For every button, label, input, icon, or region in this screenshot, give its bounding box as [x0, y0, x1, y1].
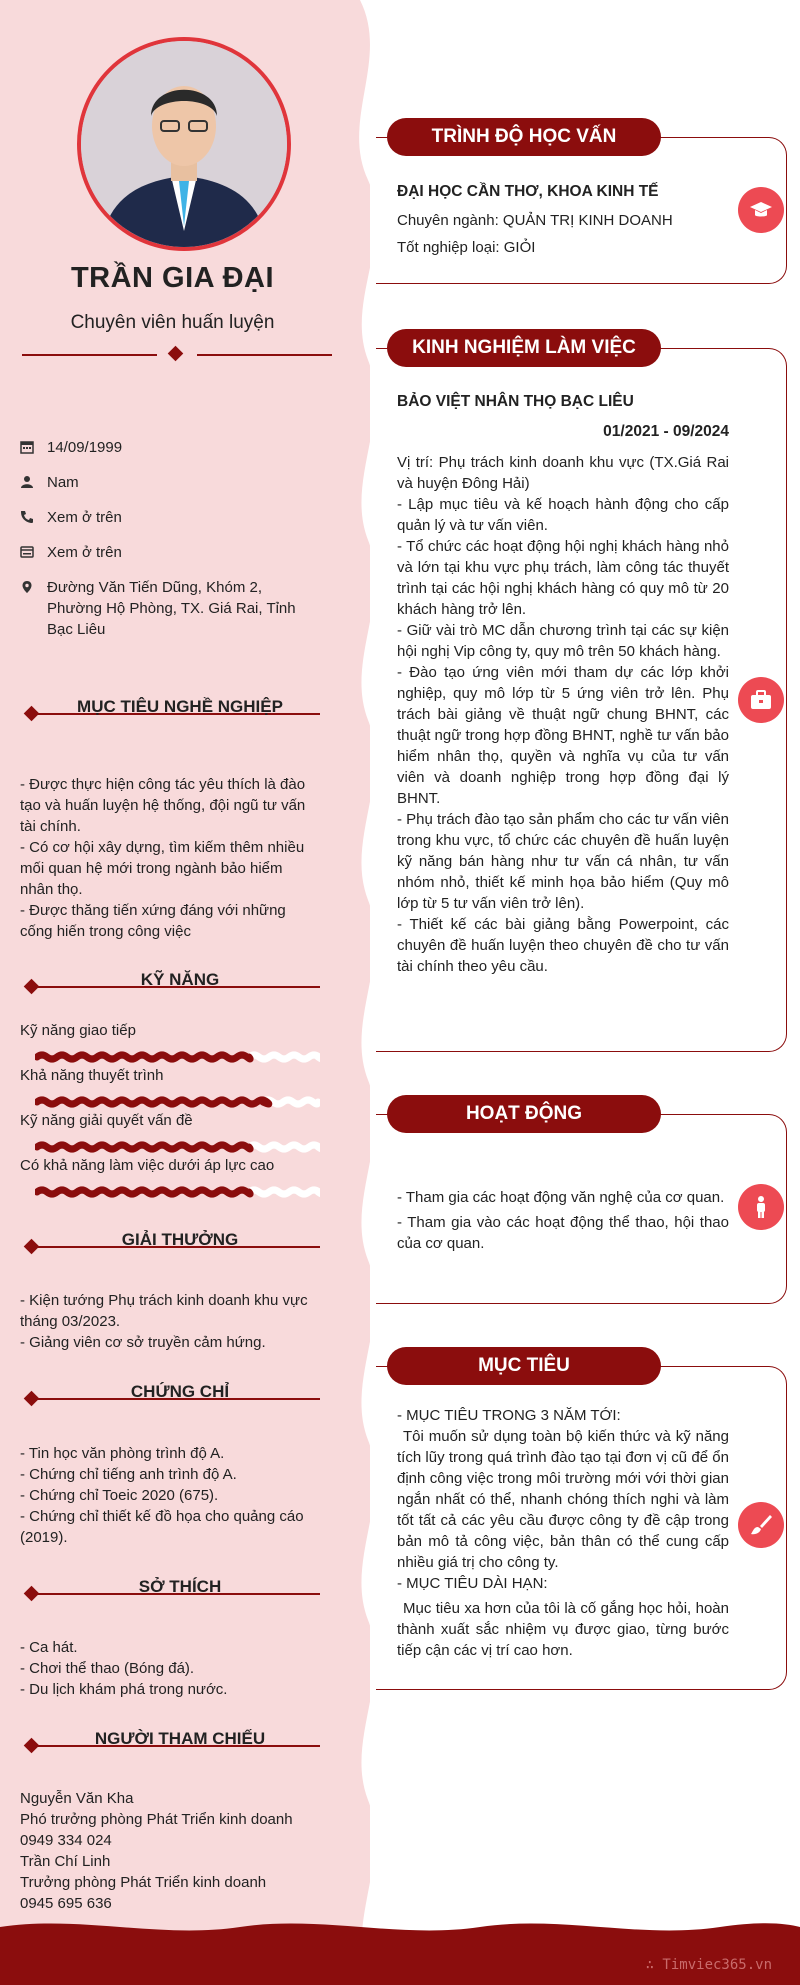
experience-details: [397, 452, 729, 977]
name-divider: [22, 347, 332, 363]
certificates-text: [20, 1443, 320, 1548]
skill-bar-fill: [37, 1190, 250, 1194]
reference-line: Nguyễn Văn Kha: [20, 1790, 134, 1807]
skill-bar-fill: [37, 1145, 250, 1149]
award-line: - Kiện tướng Phụ trách kinh doanh khu vực tháng 03/2023.: [20, 1292, 308, 1330]
reference-line: Phó trưởng phòng Phát Triển kinh doanh: [20, 1811, 293, 1828]
skill-label: Kỹ năng giải quyết vấn đề: [20, 1112, 193, 1129]
skill-bar-track: [249, 1055, 320, 1059]
paint-brush-icon: [749, 1513, 773, 1537]
education-school: ĐẠI HỌC CẦN THƠ, KHOA KINH TẾ: [397, 183, 659, 200]
reference-line: Trưởng phòng Phát Triển kinh doanh: [20, 1874, 267, 1891]
skills-title: KỸ NĂNG: [140, 970, 220, 989]
profile-avatar: [77, 37, 291, 251]
profile-role: Chuyên viên huấn luyện: [70, 312, 275, 333]
experience-line: - Tổ chức các hoạt động hội nghị khách hàng nhỏ và lớn tại khu vực phụ trách, làm công tác thuyết trình tại các hội nghị khách hàng có quy mô từ 20 khách hàng trở lên.: [397, 538, 729, 618]
hobbies-text: [20, 1637, 320, 1700]
skill-label: Có khả năng làm việc dưới áp lực cao: [20, 1157, 275, 1174]
objectives-icon-badge: [738, 1502, 784, 1548]
experience-period: 01/2021 - 09/2024: [603, 423, 729, 440]
experience-line: Vị trí: Phụ trách kinh doanh khu vực (TX.Giá Rai và huyện Đông Hải): [397, 454, 729, 492]
experience-line: - Lập mục tiêu và kế hoạch hành động cho cấp quản lý và tư vấn viên.: [397, 496, 729, 534]
activities-icon-badge: [738, 1184, 784, 1230]
references-title: NGƯỜI THAM CHIẾU: [94, 1729, 266, 1748]
certificate-line: - Chứng chỉ tiếng anh trình độ A.: [20, 1466, 237, 1483]
experience-title: KINH NGHIỆM LÀM VIỆC: [387, 329, 661, 367]
certificate-line: - Tin học văn phòng trình độ A.: [20, 1445, 225, 1462]
awards-title: GIẢI THƯỞNG: [121, 1230, 239, 1249]
skill-bar: [35, 1050, 320, 1064]
skill-bar: [35, 1185, 320, 1199]
email-icon: [20, 545, 34, 559]
objective-line: - MỤC TIÊU DÀI HẠN:: [397, 1575, 548, 1592]
experience-line: - Giữ vài trò MC dẫn chương trình tại các sự kiện hội nghị Vip công ty, quy mô trên 50 khách hàng.: [397, 622, 729, 660]
skill-label: Kỹ năng giao tiếp: [20, 1022, 136, 1039]
career-goal-line: - Có cơ hội xây dựng, tìm kiếm thêm nhiều mối quan hệ mới trong ngành bảo hiểm nhân thọ.: [20, 839, 305, 898]
skill-bar-track: [249, 1190, 320, 1194]
skill-bar-fill: [37, 1055, 250, 1059]
hobbies-title: SỞ THÍCH: [138, 1577, 222, 1596]
education-title: TRÌNH ĐỘ HỌC VẤN: [387, 118, 661, 156]
experience-line: - Phụ trách đào tạo sản phẩm cho các tư vấn viên trong khu vực, tổ chức các chuyên đề huấn luyện kỹ năng bán hàng như tư vấn cá nhân, tư vấn nhóm nhỏ, thiết kế minh họa bảo hiểm (Quy mô lớp từ 5 tư vấn viên trở lên).: [397, 811, 729, 912]
certificates-heading: [20, 1382, 320, 1406]
experience-line: - Thiết kế các bài giảng bằng Powerpoint, các chuyên đề huấn luyện theo chuyên đề cho tư vấn tài chính theo yêu cầu.: [397, 916, 729, 975]
watermark-label: Timviec365.vn: [662, 1957, 772, 1973]
references-text: [20, 1788, 320, 1914]
person-photo-icon: [81, 41, 287, 247]
email-value: Xem ở trên: [47, 544, 122, 561]
person-activity-icon: [749, 1195, 773, 1219]
phone-icon: [20, 510, 34, 524]
objectives-text: [397, 1405, 729, 1661]
career-goal-text: [20, 774, 320, 942]
profile-name: TRẦN GIA ĐẠI: [70, 262, 275, 294]
activity-line: - Tham gia các hoạt động văn nghệ của cơ quan.: [397, 1189, 725, 1206]
skill-bar-fill: [37, 1100, 269, 1104]
experience-line: - Đào tạo ứng viên mới tham dự các lớp khởi nghiệp, quy mô lớp từ 5 ứng viên trở lên. Phụ trách bài giảng về thuật ngữ chung BHNT, các thuật ngữ trong hợp đồng BHNT, nghề tư vấn bảo hiểm nhân thọ, quyền và nghĩa vụ của tư vấn viên và doanh nghiệp trong hợp đồng đại lý BHNT.: [397, 664, 729, 807]
objectives-title: MỤC TIÊU: [387, 1347, 661, 1385]
graduation-cap-icon: [749, 198, 773, 222]
awards-heading: [20, 1230, 320, 1254]
awards-text: [20, 1290, 320, 1353]
activities-text: [397, 1187, 729, 1254]
footer-wave: [0, 1915, 800, 1985]
hobby-line: - Ca hát.: [20, 1639, 78, 1656]
skill-bar: [35, 1140, 320, 1154]
location-pin-icon: [20, 580, 34, 594]
career-goal-heading: [20, 697, 320, 721]
briefcase-icon: [749, 688, 773, 712]
certificate-line: - Chứng chỉ Toeic 2020 (675).: [20, 1487, 219, 1504]
experience-icon-badge: [738, 677, 784, 723]
objective-line: - MỤC TIÊU TRONG 3 NĂM TỚI:: [397, 1407, 621, 1424]
certificate-line: - Chứng chỉ thiết kế đồ họa cho quảng cáo (2019).: [20, 1508, 304, 1546]
skill-label: Khả năng thuyết trình: [20, 1067, 164, 1084]
watermark-text: ∴ Timviec365.vn: [645, 1957, 772, 1973]
skill-bar: [35, 1095, 320, 1109]
address-value: Đường Văn Tiến Dũng, Khóm 2, Phường Hộ Phòng, TX. Giá Rai, Tỉnh Bạc Liêu: [47, 579, 296, 638]
reference-line: 0949 334 024: [20, 1832, 112, 1849]
skill-bar-track: [249, 1145, 320, 1149]
activity-line: - Tham gia vào các hoạt động thể thao, hội thao của cơ quan.: [397, 1214, 729, 1252]
career-goal-title: MỤC TIÊU NGHỀ NGHIỆP: [77, 697, 283, 716]
career-goal-line: - Được thực hiện công tác yêu thích là đào tạo và huấn luyện hệ thống, đội ngũ tư vấn tài chính.: [20, 776, 306, 835]
reference-line: Trần Chí Linh: [20, 1853, 111, 1870]
career-goal-line: - Được thăng tiến xứng đáng với những cống hiến trong công việc: [20, 902, 286, 940]
education-grade: Tốt nghiệp loại: GIỎI: [397, 239, 536, 256]
skills-heading: [20, 970, 320, 994]
references-heading: [20, 1729, 320, 1753]
objective-line: Mục tiêu xa hơn của tôi là cố gắng học hỏi, hoàn thành xuất sắc nhiệm vụ được giao, từng bước tiếp cận các vị trí cao hơn.: [397, 1600, 729, 1659]
hobbies-heading: [20, 1577, 320, 1601]
gender-value: Nam: [47, 474, 79, 491]
experience-company: BẢO VIỆT NHÂN THỌ BẠC LIÊU: [397, 393, 634, 410]
hobby-line: - Chơi thể thao (Bóng đá).: [20, 1660, 195, 1677]
objective-line: Tôi muốn sử dụng toàn bộ kiến thức và kỹ năng tích lũy trong quá trình đào tạo tại đơn vị cũ để ổn định công việc trong môi trường mới với thời gian ngắn nhất có thể, nhanh chóng thích nghi và làm tốt tất cả các yêu cầu được công ty đề cập trong bản mô tả công việc, bản thân có thể cung cấp nhiều giá trị cho công ty.: [397, 1428, 729, 1571]
education-icon-badge: [738, 187, 784, 233]
reference-line: 0945 695 636: [20, 1895, 112, 1912]
award-line: - Giảng viên cơ sở truyền cảm hứng.: [20, 1334, 266, 1351]
certificates-title: CHỨNG CHỈ: [130, 1382, 230, 1401]
hobby-line: - Du lịch khám phá trong nước.: [20, 1681, 228, 1698]
user-icon: [20, 475, 34, 489]
education-major: Chuyên ngành: QUẢN TRỊ KINH DOANH: [397, 212, 673, 229]
calendar-icon: [20, 440, 34, 454]
activities-title: HOẠT ĐỘNG: [387, 1095, 661, 1133]
phone-value: Xem ở trên: [47, 509, 122, 526]
birthday-value: 14/09/1999: [47, 439, 123, 456]
